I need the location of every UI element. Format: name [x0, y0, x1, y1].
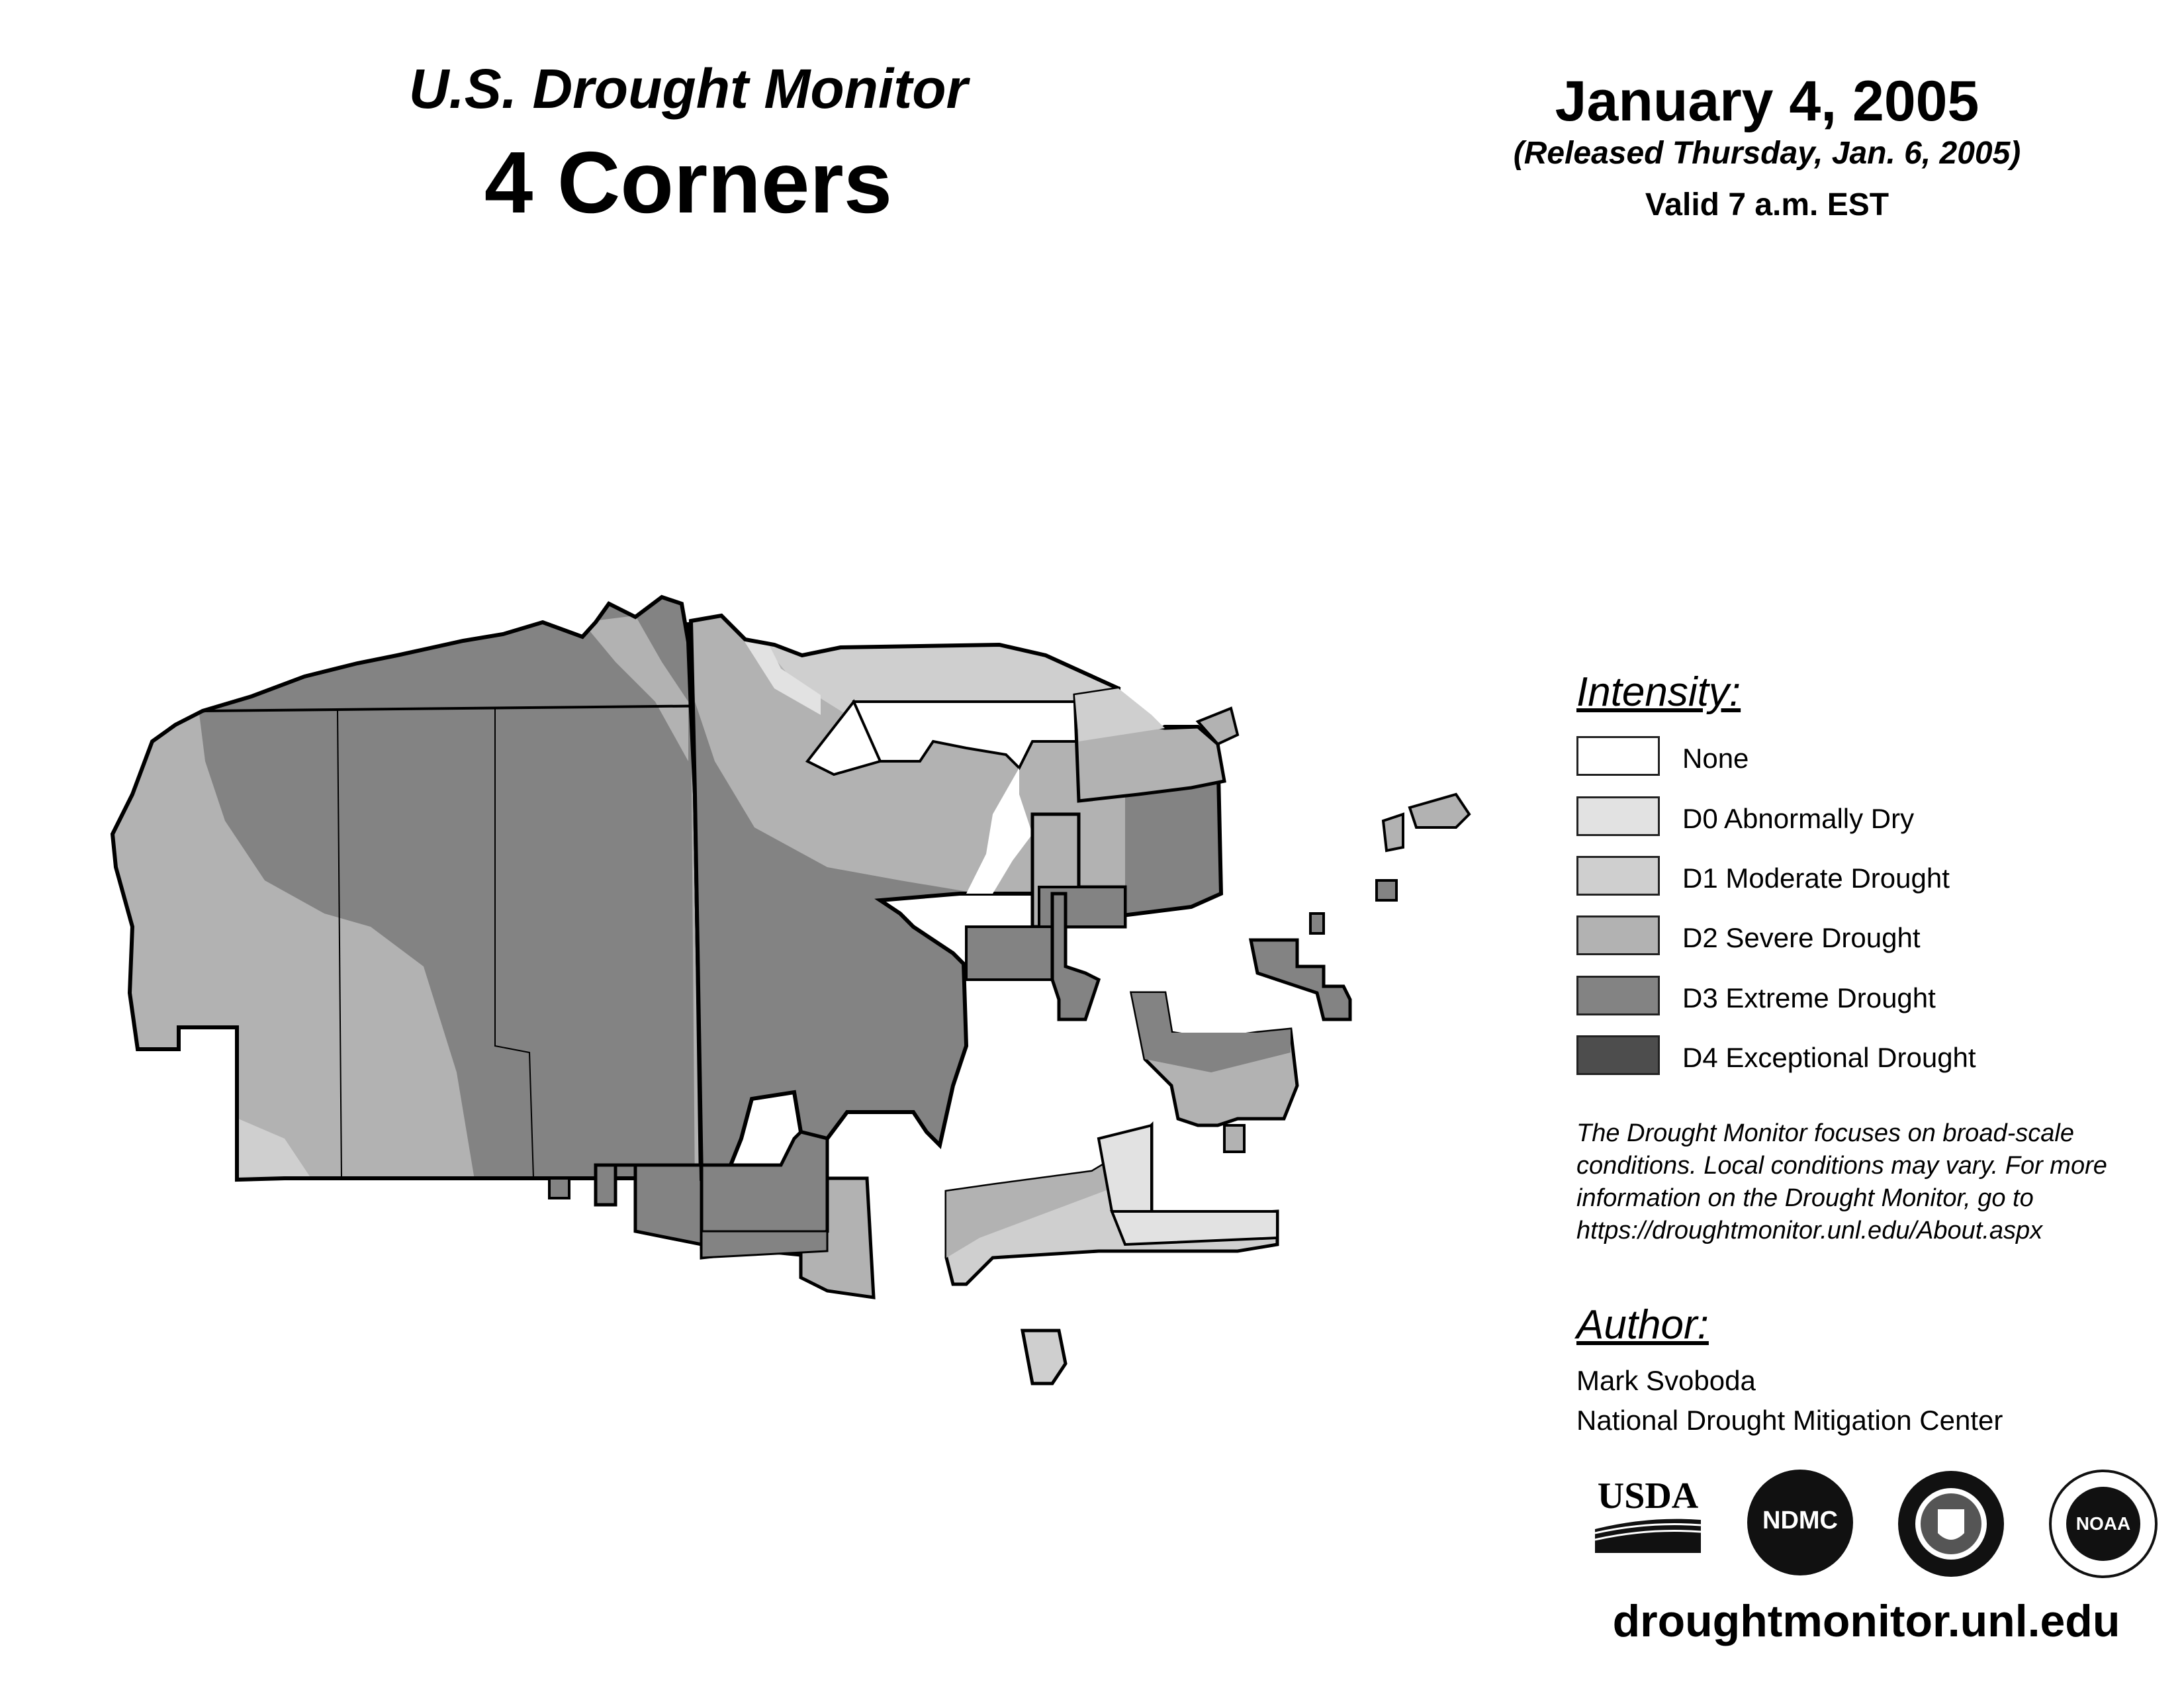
legend-label: None [1682, 743, 1749, 774]
usda-swoosh-icon [1595, 1516, 1701, 1553]
map-subtitle: U.S. Drought Monitor [408, 58, 968, 120]
legend-swatch [1576, 796, 1660, 836]
legend-swatch [1576, 915, 1660, 955]
noaa-seal-icon [2049, 1470, 2158, 1578]
legend-label: D0 Abnormally Dry [1682, 803, 1915, 834]
usda-logo-text: USDA [1597, 1476, 1699, 1517]
commerce-seal-icon [1897, 1470, 2005, 1578]
release-date: (Released Thursday, Jan. 6, 2005) [1513, 136, 2021, 171]
website-url[interactable]: droughtmonitor.unl.edu [1612, 1596, 2120, 1646]
legend-label: D4 Exceptional Drought [1682, 1042, 1976, 1073]
legend-swatch [1576, 856, 1660, 896]
ndmc-seal-text: NDMC [1762, 1507, 1838, 1534]
western-drought-area [99, 583, 708, 1192]
legend-label: D2 Severe Drought [1682, 922, 1921, 953]
legend-swatch [1576, 736, 1660, 776]
legend-heading: Intensity: [1576, 669, 1741, 715]
author-name: Mark Svoboda [1576, 1365, 1756, 1396]
valid-time: Valid 7 a.m. EST [1645, 187, 1889, 222]
region-title: 4 Corners [484, 134, 893, 231]
author-org: National Drought Mitigation Center [1576, 1405, 2003, 1436]
noaa-seal-text: NOAA [2075, 1513, 2131, 1534]
ndmc-seal-icon [1747, 1470, 1853, 1575]
legend-label: D1 Moderate Drought [1682, 863, 1950, 894]
author-heading: Author: [1576, 1302, 1709, 1348]
legend-swatch [1576, 976, 1660, 1015]
legend-swatch [1576, 1035, 1660, 1075]
map-date: January 4, 2005 [1555, 70, 1979, 133]
usda-logo [1595, 1475, 1701, 1554]
legend-label: D3 Extreme Drought [1682, 982, 1936, 1013]
disclaimer-note: The Drought Monitor focuses on broad-scale conditions. Local conditions may vary. For more information on the Drought Monitor, go to https://droughtmonitor.unl.edu/About.aspx [1576, 1119, 2107, 1244]
